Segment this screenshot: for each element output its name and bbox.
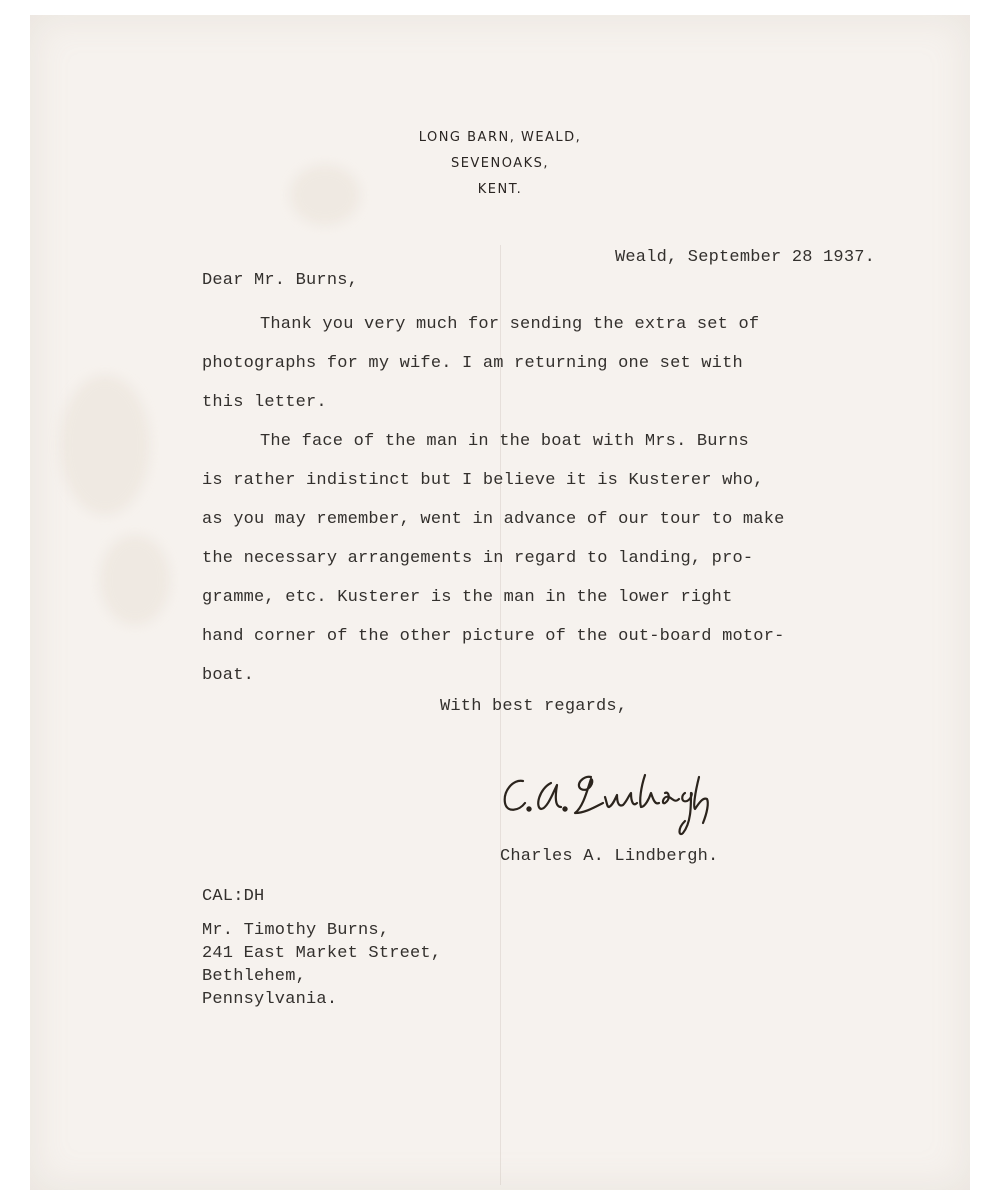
recipient-street: 241 East Market Street, [202,944,442,963]
reference-initials: CAL:DH [202,887,265,906]
paper-stain [100,535,170,625]
letter-body [202,305,785,695]
handwritten-signature [495,763,725,843]
body-line: photographs for my wife. I am returning one set with [202,354,743,373]
letterhead-line-1: LONG BARN, WEALD, [418,130,582,145]
recipient-city: Bethlehem, [202,967,307,986]
recipient-address [202,919,441,1011]
letterhead-line-3: KENT. [477,182,523,197]
body-line: boat. [202,666,255,685]
body-line: Thank you very much for sending the extra set of [260,315,760,334]
body-line: gramme, etc. Kusterer is the man in the lower right [202,588,733,607]
closing: With best regards, [440,697,628,716]
typed-signature-name: Charles A. Lindbergh. [500,847,719,866]
recipient-name: Mr. Timothy Burns, [202,921,390,940]
salutation: Dear Mr. Burns, [202,271,359,290]
letterhead-line-2: SEVENOAKS, [450,156,550,171]
letterhead [30,125,970,203]
date-line: Weald, September 28 1937. [615,248,876,267]
paper-stain [60,375,150,515]
body-line: the necessary arrangements in regard to landing, pro- [202,549,754,568]
body-line: this letter. [202,393,327,412]
letter-sheet [30,15,970,1190]
body-line: as you may remember, went in advance of our tour to make [202,510,785,529]
body-line: hand corner of the other picture of the out-board motor- [202,627,785,646]
body-line: is rather indistinct but I believe it is Kusterer who, [202,471,764,490]
recipient-state: Pennsylvania. [202,990,338,1009]
body-line: The face of the man in the boat with Mrs. Burns [260,432,749,451]
